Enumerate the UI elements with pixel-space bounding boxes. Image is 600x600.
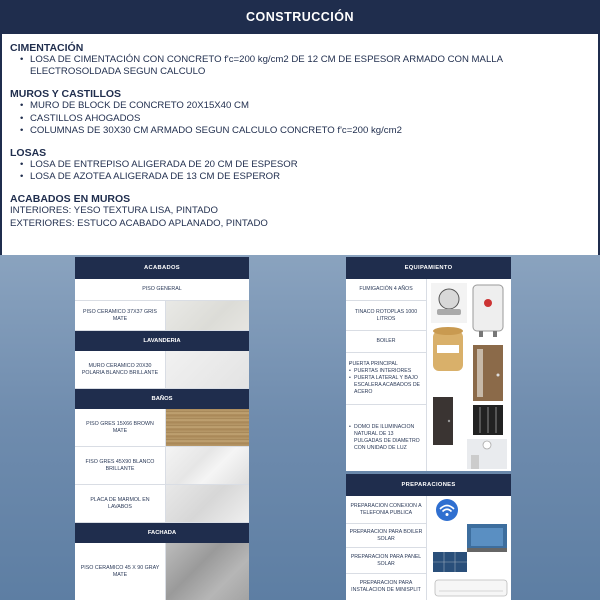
faucet-icon [431,283,467,323]
section-cimentacion [2,42,598,78]
list-item: • LOSA DE AZOTEA ALIGERADA DE 13 CM DE ESPEROR [20,171,590,183]
row-label: PREPARACION CONEXION A TELEFONIA PUBLICA [346,496,426,524]
section-title: ACABADOS EN MUROS [10,193,131,206]
row-label: PREPARACION PARA PANEL SOLAR [346,548,426,574]
table-row [75,543,249,600]
row-label: PLACA DE MARMOL EN LAVABOS [90,496,150,510]
equipment-illustration [427,279,511,471]
tile-swatch-image [165,543,249,600]
row-label: PISO GENERAL [142,286,182,292]
panel-header: EQUIPAMIENTO [346,257,511,279]
equipamiento-panel [346,257,511,471]
panel-header: PREPARACIONES [346,474,511,496]
row-label [346,405,426,471]
row-label: MURO CERAMICO 20X30 POLARIA BLANCO BRILLANTE [81,362,159,376]
minisplit-icon [435,580,507,596]
table-row [75,301,249,331]
section-acabados-muros [2,193,598,229]
table-row [75,409,249,447]
preparation-images [426,496,511,600]
water-tank-icon [433,327,463,371]
acabados-panel [75,257,249,600]
interior-door-icon [433,397,453,445]
row-label: PISO CERAMICO 45 X 90 GRAY MATE [80,564,160,578]
list-item: • PUERTAS INTERIORES [349,368,423,375]
table-row [75,447,249,485]
subsection-header: LAVANDERIA [75,331,249,351]
preparation-illustration [427,496,511,600]
list-item: • PUERTA PRINCIPAL [349,361,423,368]
panel-header: ACABADOS [75,257,249,279]
row-label: FUMIGACIÓN 4 AÑOS [346,279,426,301]
list-item: • LOSA DE ENTREPISO ALIGERADA DE 20 CM DE ESPESOR [20,159,590,171]
steel-door-icon [473,405,503,435]
boiler-icon [473,285,503,337]
text-line: EXTERIORES: ESTUCO ACABADO APLANADO, PINTADO [10,217,268,229]
subsection-header: FACHADA [75,523,249,543]
table-row [75,279,249,301]
list-item: • CASTILLOS AHOGADOS [20,113,590,125]
section-losas [2,147,598,183]
row-label [346,353,426,405]
wifi-icon [436,499,458,521]
section-title: LOSAS [10,147,47,160]
tile-swatch-image [165,485,249,522]
row-label: PREPARACION PARA INSTALACION DE MINISPLIT [351,580,421,593]
preparaciones-panel [346,474,511,600]
construction-card [0,0,600,255]
list-item: • PUERTA LATERAL Y BAJO ESCALERA ACABADOS DE ACERO [349,375,423,396]
tile-swatch-image [165,351,249,388]
list-item: • MURO DE BLOCK DE CONCRETO 20X15X40 CM [20,100,590,112]
row-label: PISO CERAMICO 37X37 GRIS MATE [83,308,157,322]
subsection-header: BAÑOS [75,389,249,409]
table-row [75,485,249,523]
row-label: FISO GRES 45X90 BLANCO BRILLANTE [85,458,155,472]
section-title: CIMENTACIÓN [10,42,84,54]
skylight-icon [467,439,507,469]
list-item: • COLUMNAS DE 30X30 CM ARMADO SEGUN CALCULO CONCRETO f'c=200 kg/cm2 [20,125,590,137]
row-label: PISO GRES 15X66 BROWN MATE [86,420,154,434]
row-label: PREPARACION PARA BOILER SOLAR [346,524,426,548]
row-label: TINACO ROTOPLAS 1000 LITROS [346,301,426,331]
list-item: • LOSA DE CIMENTACIÓN CON CONCRETO f'c=200 kg/cm2 DE 12 CM DE ESPESOR ARMADO CON MALLA ELECTROSOLDADA SEGUN CALCULO [20,54,590,78]
section-title: MUROS Y CASTILLOS [10,88,122,101]
main-door-icon [473,345,503,401]
solar-boiler-icon [467,524,507,552]
tile-swatch-image [165,301,249,330]
page-title: CONSTRUCCIÓN [2,0,598,34]
tile-swatch-image [165,447,249,484]
section-muros [2,88,598,137]
table-row [75,351,249,389]
tile-swatch-image [165,409,249,446]
equipment-images [426,279,511,471]
solar-panel-icon [433,552,467,572]
text-line: INTERIORES: YESO TEXTURA LISA, PINTADO [10,205,218,217]
row-label: BOILER [346,331,426,353]
list-item: • DOMO DE ILUMINACION NATURAL DE 13 PULGADAS DE DIAMETRO CON UNIDAD DE LUZ [349,424,423,452]
